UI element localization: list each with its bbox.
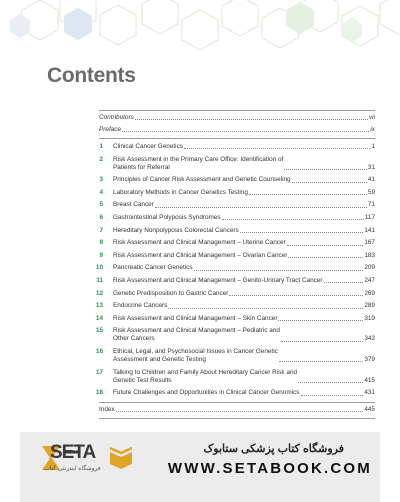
- toc-entry-chapter[interactable]: [96, 276, 375, 285]
- toc-entry-title: Risk Assessment and Clinical Management – Uterine Cancer: [113, 239, 286, 247]
- toc-entry-title: Contributors: [99, 114, 134, 121]
- toc-entry-page: 71: [367, 201, 375, 209]
- toc-entry-chapter[interactable]: [99, 189, 375, 197]
- toc-entry-title: Genetic Predisposition to Gastric Cancer: [113, 289, 229, 297]
- toc-entry-page: vii: [368, 114, 375, 121]
- toc-bottom-rule: [99, 418, 375, 419]
- store-footer-banner: [20, 432, 380, 502]
- dot-leader: [278, 320, 363, 321]
- chapter-number: 17: [95, 368, 103, 376]
- dot-leader: [222, 219, 364, 220]
- toc-entry-chapter[interactable]: [95, 289, 375, 298]
- toc-separator-rule: [99, 402, 375, 403]
- dot-leader: [168, 308, 363, 309]
- toc-entry-page: 59: [367, 188, 375, 196]
- toc-entry-title: Risk Assessment and Clinical Management – Genito-Urinary Tract Cancer: [113, 276, 323, 284]
- toc-entry-front[interactable]: [99, 114, 375, 122]
- toc-entry-title: Talking to Children and Family About Hereditary Cancer Risk and Genetic Test Results: [113, 368, 297, 384]
- toc-top-rule: [99, 110, 375, 111]
- toc-entry-page: 289: [364, 302, 375, 310]
- toc-entry-page: 167: [364, 239, 375, 247]
- toc-entry-index[interactable]: [99, 406, 375, 414]
- toc-entry-page: 31: [367, 163, 375, 171]
- toc-entry-page: ix: [370, 126, 375, 133]
- chapter-number: 9: [99, 251, 103, 259]
- store-name: فروشگاه کتاب پزشکی ستابوک: [203, 443, 344, 455]
- toc-entry-page: 183: [364, 251, 375, 259]
- toc-entry-title: Laboratory Methods in Cancer Genetics Testing: [113, 188, 248, 196]
- table-of-contents: [95, 110, 375, 419]
- chapter-number: 5: [99, 201, 103, 209]
- chapter-number: 14: [95, 314, 103, 322]
- toc-entry-title: Endocrine Cancers: [113, 302, 168, 310]
- toc-entry-page: 319: [364, 314, 375, 322]
- toc-entry-chapter[interactable]: [99, 252, 375, 260]
- toc-entry-title: Clinical Cancer Genetics: [113, 143, 183, 150]
- toc-entry-title: Preface: [99, 126, 122, 133]
- toc-entry-chapter[interactable]: [95, 264, 375, 272]
- toc-entry-chapter[interactable]: [99, 227, 375, 235]
- toc-entry-chapter[interactable]: [99, 143, 375, 151]
- toc-entry-title: Risk Assessment in the Primary Care Office: Identification of Patients for Referral: [113, 155, 284, 171]
- dot-leader: [135, 119, 368, 120]
- toc-entry-page: 1: [371, 143, 375, 150]
- toc-entry-page: 379: [364, 355, 375, 363]
- chapter-number: 1: [99, 143, 103, 150]
- chapter-number: 13: [95, 302, 103, 310]
- toc-entry-title: Risk Assessment and Clinical Management – Ovarian Cancer: [113, 251, 288, 259]
- toc-entry-page: 431: [364, 389, 375, 397]
- chapter-number: 4: [99, 188, 103, 196]
- dot-leader: [116, 411, 364, 412]
- dot-leader: [240, 232, 364, 233]
- open-book-icon: [108, 444, 134, 470]
- brand-subtitle: فروشگاه اینترنتی کتاب: [44, 466, 101, 472]
- toc-entry-page: 269: [364, 289, 375, 297]
- dot-leader: [229, 295, 363, 296]
- dot-leader: [324, 282, 364, 283]
- dot-leader: [298, 382, 363, 383]
- toc-separator-rule: [99, 138, 375, 139]
- toc-entry-page: 117: [364, 213, 375, 221]
- toc-entry-chapter[interactable]: [99, 239, 375, 247]
- chapter-number: 3: [99, 176, 103, 184]
- dot-leader: [122, 131, 369, 132]
- chapter-number: 6: [99, 213, 103, 221]
- chapter-number: 8: [99, 239, 103, 247]
- dot-leader: [184, 148, 370, 149]
- toc-entry-title: Hereditary Nonpolyposis Colorectal Cancers: [113, 226, 239, 234]
- page-title: Contents: [47, 64, 136, 87]
- toc-entry-chapter[interactable]: [99, 156, 375, 172]
- dot-leader: [284, 169, 367, 170]
- toc-entry-chapter[interactable]: [99, 201, 375, 209]
- toc-entry-chapter[interactable]: [95, 389, 375, 397]
- hexagon-pattern-header: [0, 0, 400, 62]
- toc-entry-page: 141: [364, 226, 375, 234]
- toc-entry-title: Risk Assessment and Clinical Management – Pediatric and Other Cancers: [113, 327, 280, 343]
- store-website-link[interactable]: WWW.SETABOOK.COM: [167, 460, 372, 477]
- chapter-number: 7: [99, 226, 103, 234]
- toc-entry-page: 247: [364, 276, 375, 284]
- toc-entry-title: Principles of Cancer Risk Assessment and Genetic Counseling: [113, 176, 291, 184]
- toc-entry-title: Future Challenges and Opportunities in Clinical Cancer Genomics: [113, 389, 300, 397]
- toc-entry-title: Index: [99, 405, 115, 413]
- toc-entry-front[interactable]: [99, 126, 375, 134]
- chapter-number: 10: [95, 264, 103, 272]
- dot-leader: [301, 395, 364, 396]
- dot-leader: [281, 341, 363, 342]
- dot-leader: [279, 361, 364, 362]
- chapter-list: [95, 143, 375, 397]
- toc-entry-title: Gastrointestinal Polyposis Syndromes: [113, 213, 221, 221]
- toc-entry-chapter[interactable]: [95, 302, 375, 310]
- dot-leader: [287, 245, 364, 246]
- dot-leader: [288, 257, 363, 258]
- toc-entry-page: 343: [364, 335, 375, 343]
- toc-entry-chapter[interactable]: [95, 347, 375, 364]
- toc-entry-page: 445: [364, 405, 375, 413]
- toc-entry-title: Risk Assessment and Clinical Management – Skin Cancer: [113, 314, 278, 322]
- toc-entry-chapter[interactable]: [99, 214, 375, 222]
- toc-entry-title: Pancreatic Cancer Genetics: [113, 264, 193, 272]
- dot-leader: [249, 194, 367, 195]
- chapter-number: 12: [95, 289, 103, 297]
- toc-entry-title: Breast Cancer: [113, 201, 154, 209]
- toc-entry-page: 41: [367, 176, 375, 184]
- toc-entry-chapter[interactable]: [95, 327, 375, 343]
- chapter-number: 15: [95, 327, 103, 335]
- chapter-number: 18: [95, 389, 103, 397]
- toc-entry-page: 415: [364, 376, 375, 384]
- toc-entry-page: 209: [364, 264, 375, 272]
- brand-logotype: SETA: [50, 442, 96, 463]
- toc-entry-chapter[interactable]: [95, 314, 375, 323]
- dot-leader: [292, 182, 367, 183]
- toc-entry-title: Ethical, Legal, and Psychosocial Issues in Cancer Genetic Assessment and Genetic Testing: [113, 347, 278, 363]
- dot-leader: [194, 270, 364, 271]
- toc-entry-chapter[interactable]: [99, 176, 375, 184]
- chapter-number: 16: [95, 347, 103, 355]
- dot-leader: [155, 207, 367, 208]
- chapter-number: 11: [96, 276, 103, 284]
- chapter-number: 2: [99, 155, 103, 163]
- toc-entry-chapter[interactable]: [95, 368, 375, 385]
